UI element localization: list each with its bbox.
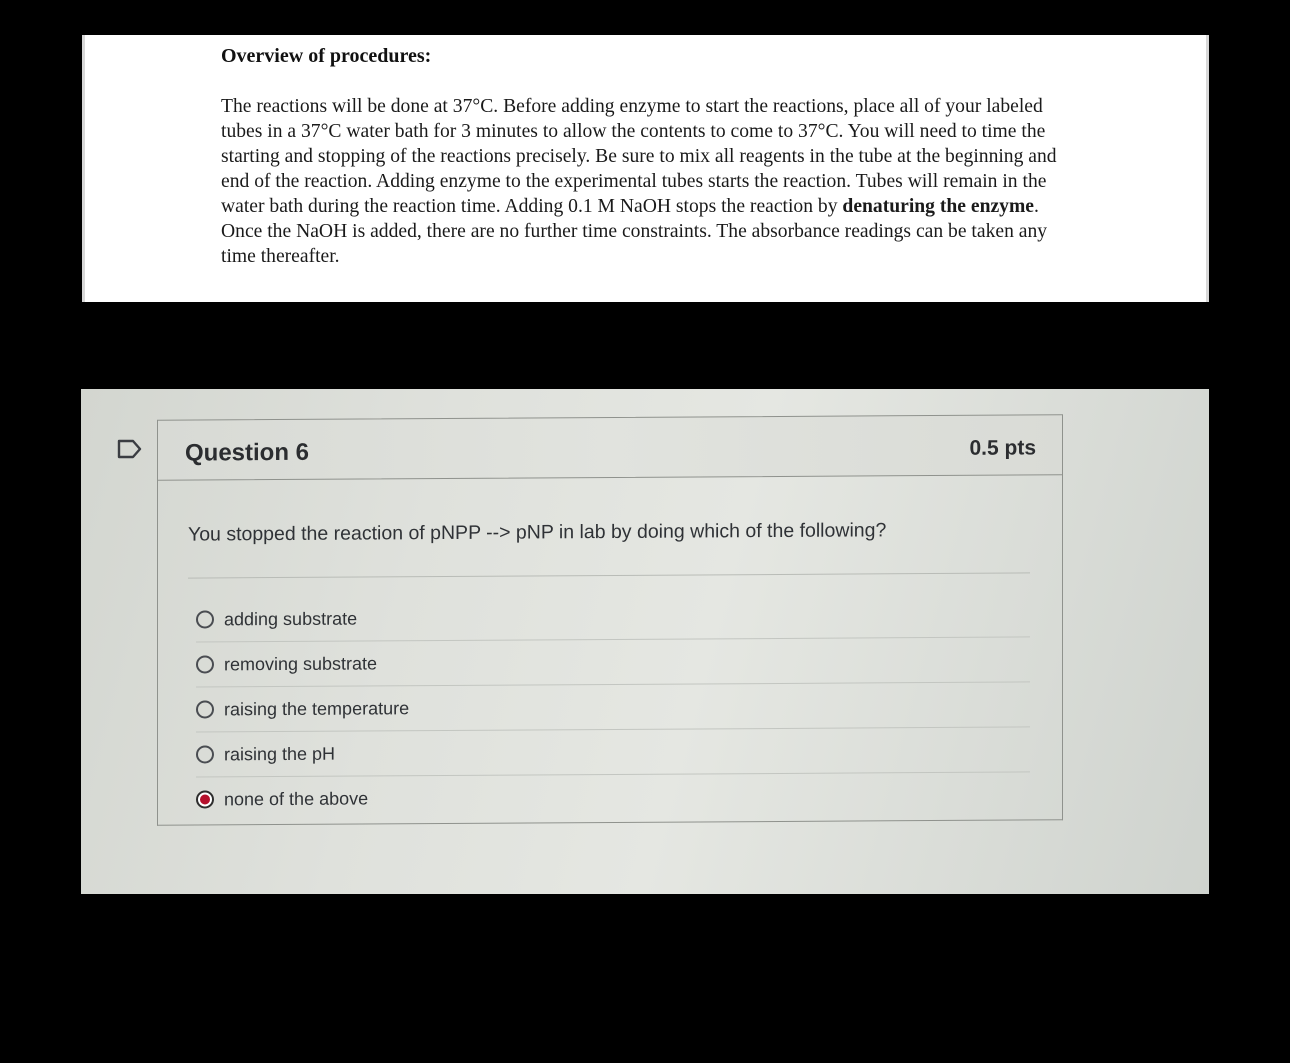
document-panel (82, 35, 1209, 302)
question-body (157, 474, 1063, 826)
radio-button-selected[interactable] (196, 790, 214, 808)
answer-list (196, 592, 1030, 821)
question-title: Question 6 (185, 438, 310, 467)
answer-option[interactable] (196, 592, 1030, 642)
answer-option[interactable] (196, 772, 1030, 821)
answer-option[interactable] (196, 637, 1030, 687)
answer-label: raising the pH (224, 743, 336, 764)
document-heading: Overview of procedures: (221, 45, 432, 67)
answer-label: raising the temperature (224, 697, 410, 719)
paragraph-text-2: . Once the NaOH is added, there are no further time constraints. The absorbance readings can be taken any time thereafter. (221, 196, 1048, 267)
divider (188, 572, 1030, 578)
question-points: 0.5 pts (969, 436, 1036, 460)
answer-option[interactable] (196, 682, 1030, 732)
radio-button[interactable] (196, 610, 214, 628)
answer-label: adding substrate (224, 608, 358, 629)
radio-button[interactable] (196, 655, 214, 673)
document-paragraph (221, 94, 1081, 269)
answer-option[interactable] (196, 727, 1030, 777)
radio-button[interactable] (196, 745, 214, 763)
radio-button[interactable] (196, 700, 214, 718)
answer-label: removing substrate (224, 652, 378, 674)
paragraph-bold-text: denaturing the enzyme (842, 196, 1034, 217)
paragraph-text-1: The reactions will be done at 37°C. Before adding enzyme to start the reactions, place all of your labeled tubes in a 37°C water bath for 3 minutes to allow the contents to come to 37°C. You will need to time the starting and stopping of the reactions precisely. Be sure to mix all reagents in the tube at the beginning and end of the reaction. Adding enzyme to the experimental tubes starts the reaction. Tubes will remain in the water bath during the reaction time. Adding 0.1 M NaOH stops the reaction by (221, 96, 1057, 217)
quiz-panel (81, 389, 1209, 894)
flag-icon[interactable] (117, 439, 143, 459)
question-card (157, 414, 1063, 828)
question-text: You stopped the reaction of pNPP --> pNP in lab by doing which of the following? (188, 519, 887, 546)
question-header (157, 414, 1063, 481)
answer-label: none of the above (224, 787, 369, 809)
